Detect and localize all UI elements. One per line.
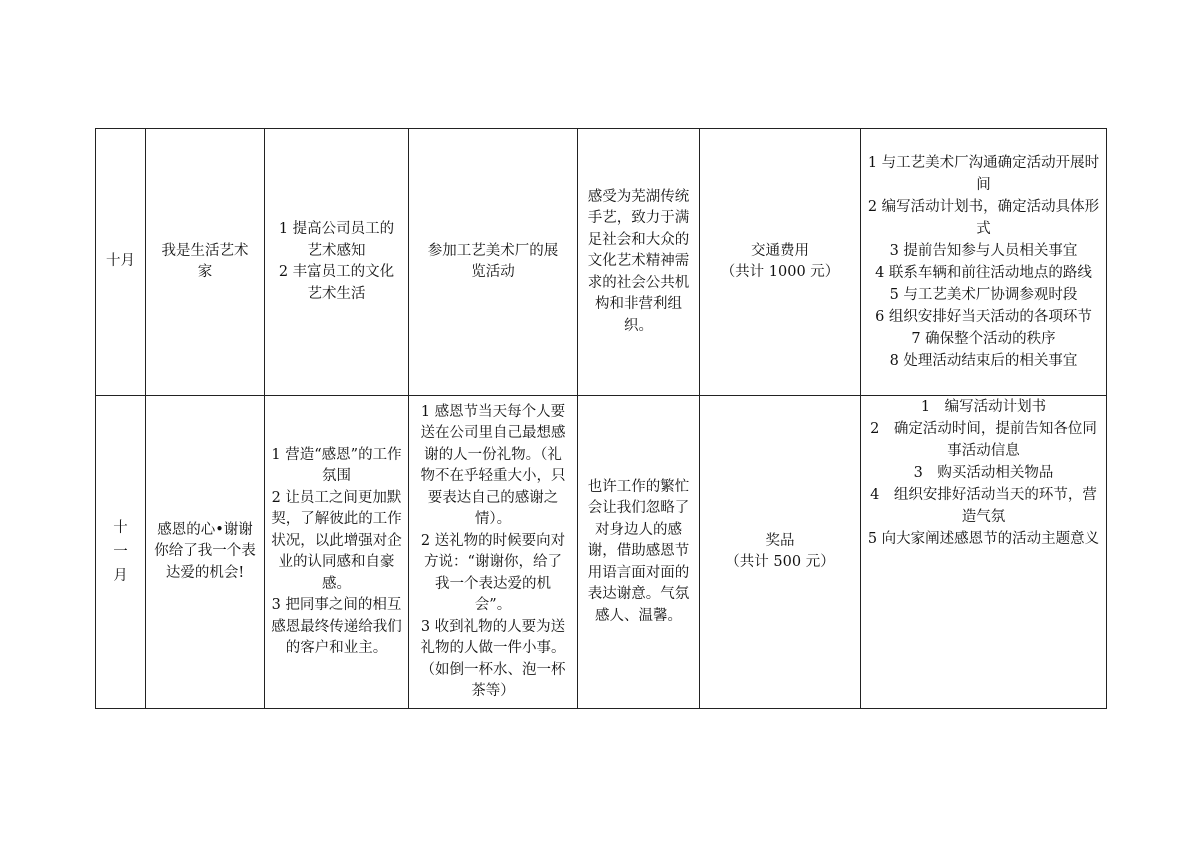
content-item: 3 收到礼物的人要为送礼物的人做一件小事。（如倒一杯水、泡一杯茶等） <box>420 618 566 699</box>
step-item: 1 与工艺美术厂沟通确定活动开展时间 <box>867 155 1100 193</box>
steps-cell <box>861 396 1107 709</box>
month-cell: 十月 <box>96 129 146 396</box>
budget-cell <box>700 129 861 396</box>
step-item: 7 确保整个活动的秩序 <box>911 331 1056 347</box>
month-cell <box>96 396 146 709</box>
budget-cell <box>700 396 861 709</box>
step-item: 3 提前告知参与人员相关事宜 <box>889 243 1078 259</box>
step-item: 2 编写活动计划书，确定活动具体形式 <box>867 199 1100 237</box>
goal-item: 1 提高公司员工的艺术感知 <box>278 221 395 259</box>
content-cell <box>409 396 578 709</box>
month-char: 十 <box>113 520 128 536</box>
steps-cell <box>861 129 1107 396</box>
goal-item: 2 丰富员工的文化艺术生活 <box>278 264 395 302</box>
step-item: 6 组织安排好当天活动的各项环节 <box>875 309 1092 325</box>
month-char: 一 <box>113 544 128 560</box>
month-char: 月 <box>113 568 128 584</box>
step-item: 4 联系车辆和前往活动地点的路线 <box>875 265 1092 281</box>
theme-cell: 我是生活艺术家 <box>146 129 265 396</box>
significance-text: 感受为芜湖传统手艺，致力于满足社会和大众的文化艺术精神需求的社会公共机构和非营利组织。 <box>587 188 690 334</box>
step-item: 4 组织安排好活动当天的环节，营造气氛 <box>870 487 1097 525</box>
significance-cell <box>578 396 700 709</box>
table-row-october <box>96 129 1107 396</box>
significance-text: 也许工作的繁忙会让我们忽略了对身边人的感谢，借助感恩节用语言面对面的表达谢意。气氛感人、温馨。 <box>587 478 690 624</box>
activity-plan-table <box>95 128 1107 709</box>
step-item: 8 处理活动结束后的相关事宜 <box>889 353 1078 369</box>
step-item: 5 与工艺美术厂协调参观时段 <box>889 287 1078 303</box>
budget-item: 交通费用 <box>751 242 809 259</box>
goals-cell <box>265 396 409 709</box>
step-item: 2 确定活动时间，提前告知各位同事活动信息 <box>870 421 1097 459</box>
goal-item: 2 让员工之间更加默契，了解彼此的工作状况，以此增强对企业的认同感和自豪感。 <box>271 489 402 592</box>
step-item: 3 购买活动相关物品 <box>913 465 1054 481</box>
budget-item: 奖品 <box>765 532 795 549</box>
content-item: 1 感恩节当天每个人要送在公司里自己最想感谢的人一份礼物。（礼物不在乎轻重大小，只要表达自己的感谢之情）。 <box>420 403 566 527</box>
step-item: 5 向大家阐述感恩节的活动主题意义 <box>867 531 1100 547</box>
table-row-november <box>96 396 1107 709</box>
theme-cell: 感恩的心•谢谢你给了我一个表达爱的机会! <box>146 396 265 709</box>
goal-item: 3 把同事之间的相互感恩最终传递给我们的客户和业主。 <box>271 597 402 656</box>
content-item: 参加工艺美术厂的展览活动 <box>427 242 559 280</box>
budget-total: （共计 1000 元） <box>720 264 840 280</box>
goals-cell <box>265 129 409 396</box>
significance-cell <box>578 129 700 396</box>
goal-item: 1 营造“感恩”的工作氛围 <box>271 446 402 484</box>
content-cell <box>409 129 578 396</box>
budget-total: （共计 500 元） <box>725 554 835 570</box>
step-item: 1 编写活动计划书 <box>920 399 1047 415</box>
content-item: 2 送礼物的时候要向对方说：“谢谢你，给了我一个表达爱的机会”。 <box>420 532 566 613</box>
